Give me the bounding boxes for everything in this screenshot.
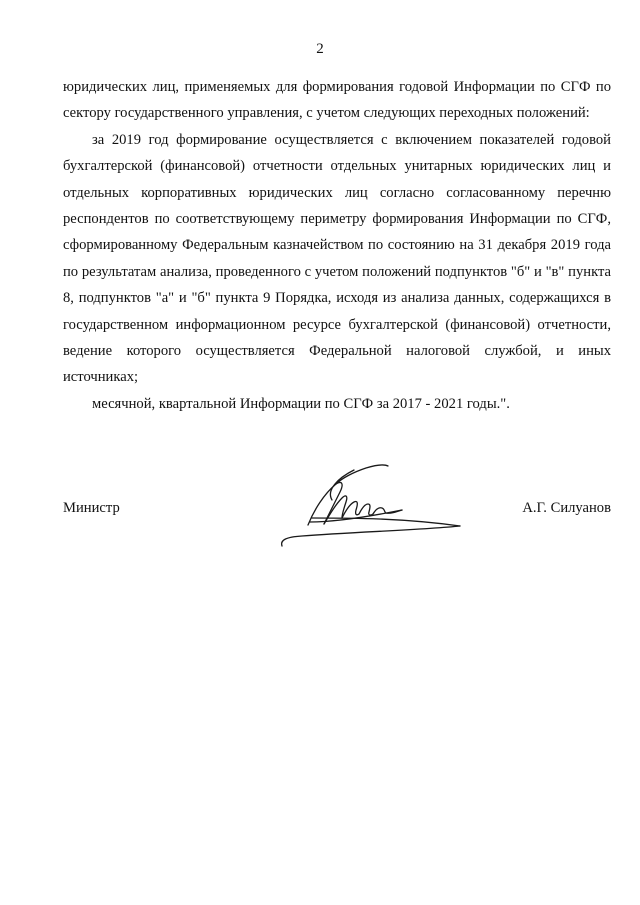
paragraph-monthly-quarterly: месячной, квартальной Информации по СГФ за 2017 - 2021 годы.". (92, 395, 510, 412)
paragraph-transition-2019: за 2019 год формирование осуществляется с включением показателей годовой бухгалтерской (финансовой) отчетности отдельных унитарных юридических лиц и отдельных корпоративных юридических лиц согласно согласованному перечню респондентов по соответствующему периметру формирования Информации по СГФ, сформированному Федеральным казначейством по состоянию на 31 декабря 2019 года по результатам анализа, проведенного с учетом положений подпунктов "б" и "в" пункта 8, подпунктов "а" и "б" пункта 9 Порядка, исходя из анализа данных, содержащихся в государственном информационном ресурсе бухгалтерской (финансовой) отчетности, ведение которого осуществляется Федеральной налоговой службой, и иных источниках; (63, 131, 611, 386)
paragraph-continuation: юридических лиц, применяемых для формирования годовой Информации по СГФ по сектору государственного управления, с учетом следующих переходных положений: (63, 79, 611, 122)
handwritten-signature (272, 460, 472, 552)
document-body (63, 74, 611, 417)
signatory-name: А.Г. Силуанов (522, 500, 611, 516)
signatory-title: Министр (63, 500, 120, 516)
page-number: 2 (316, 41, 324, 57)
